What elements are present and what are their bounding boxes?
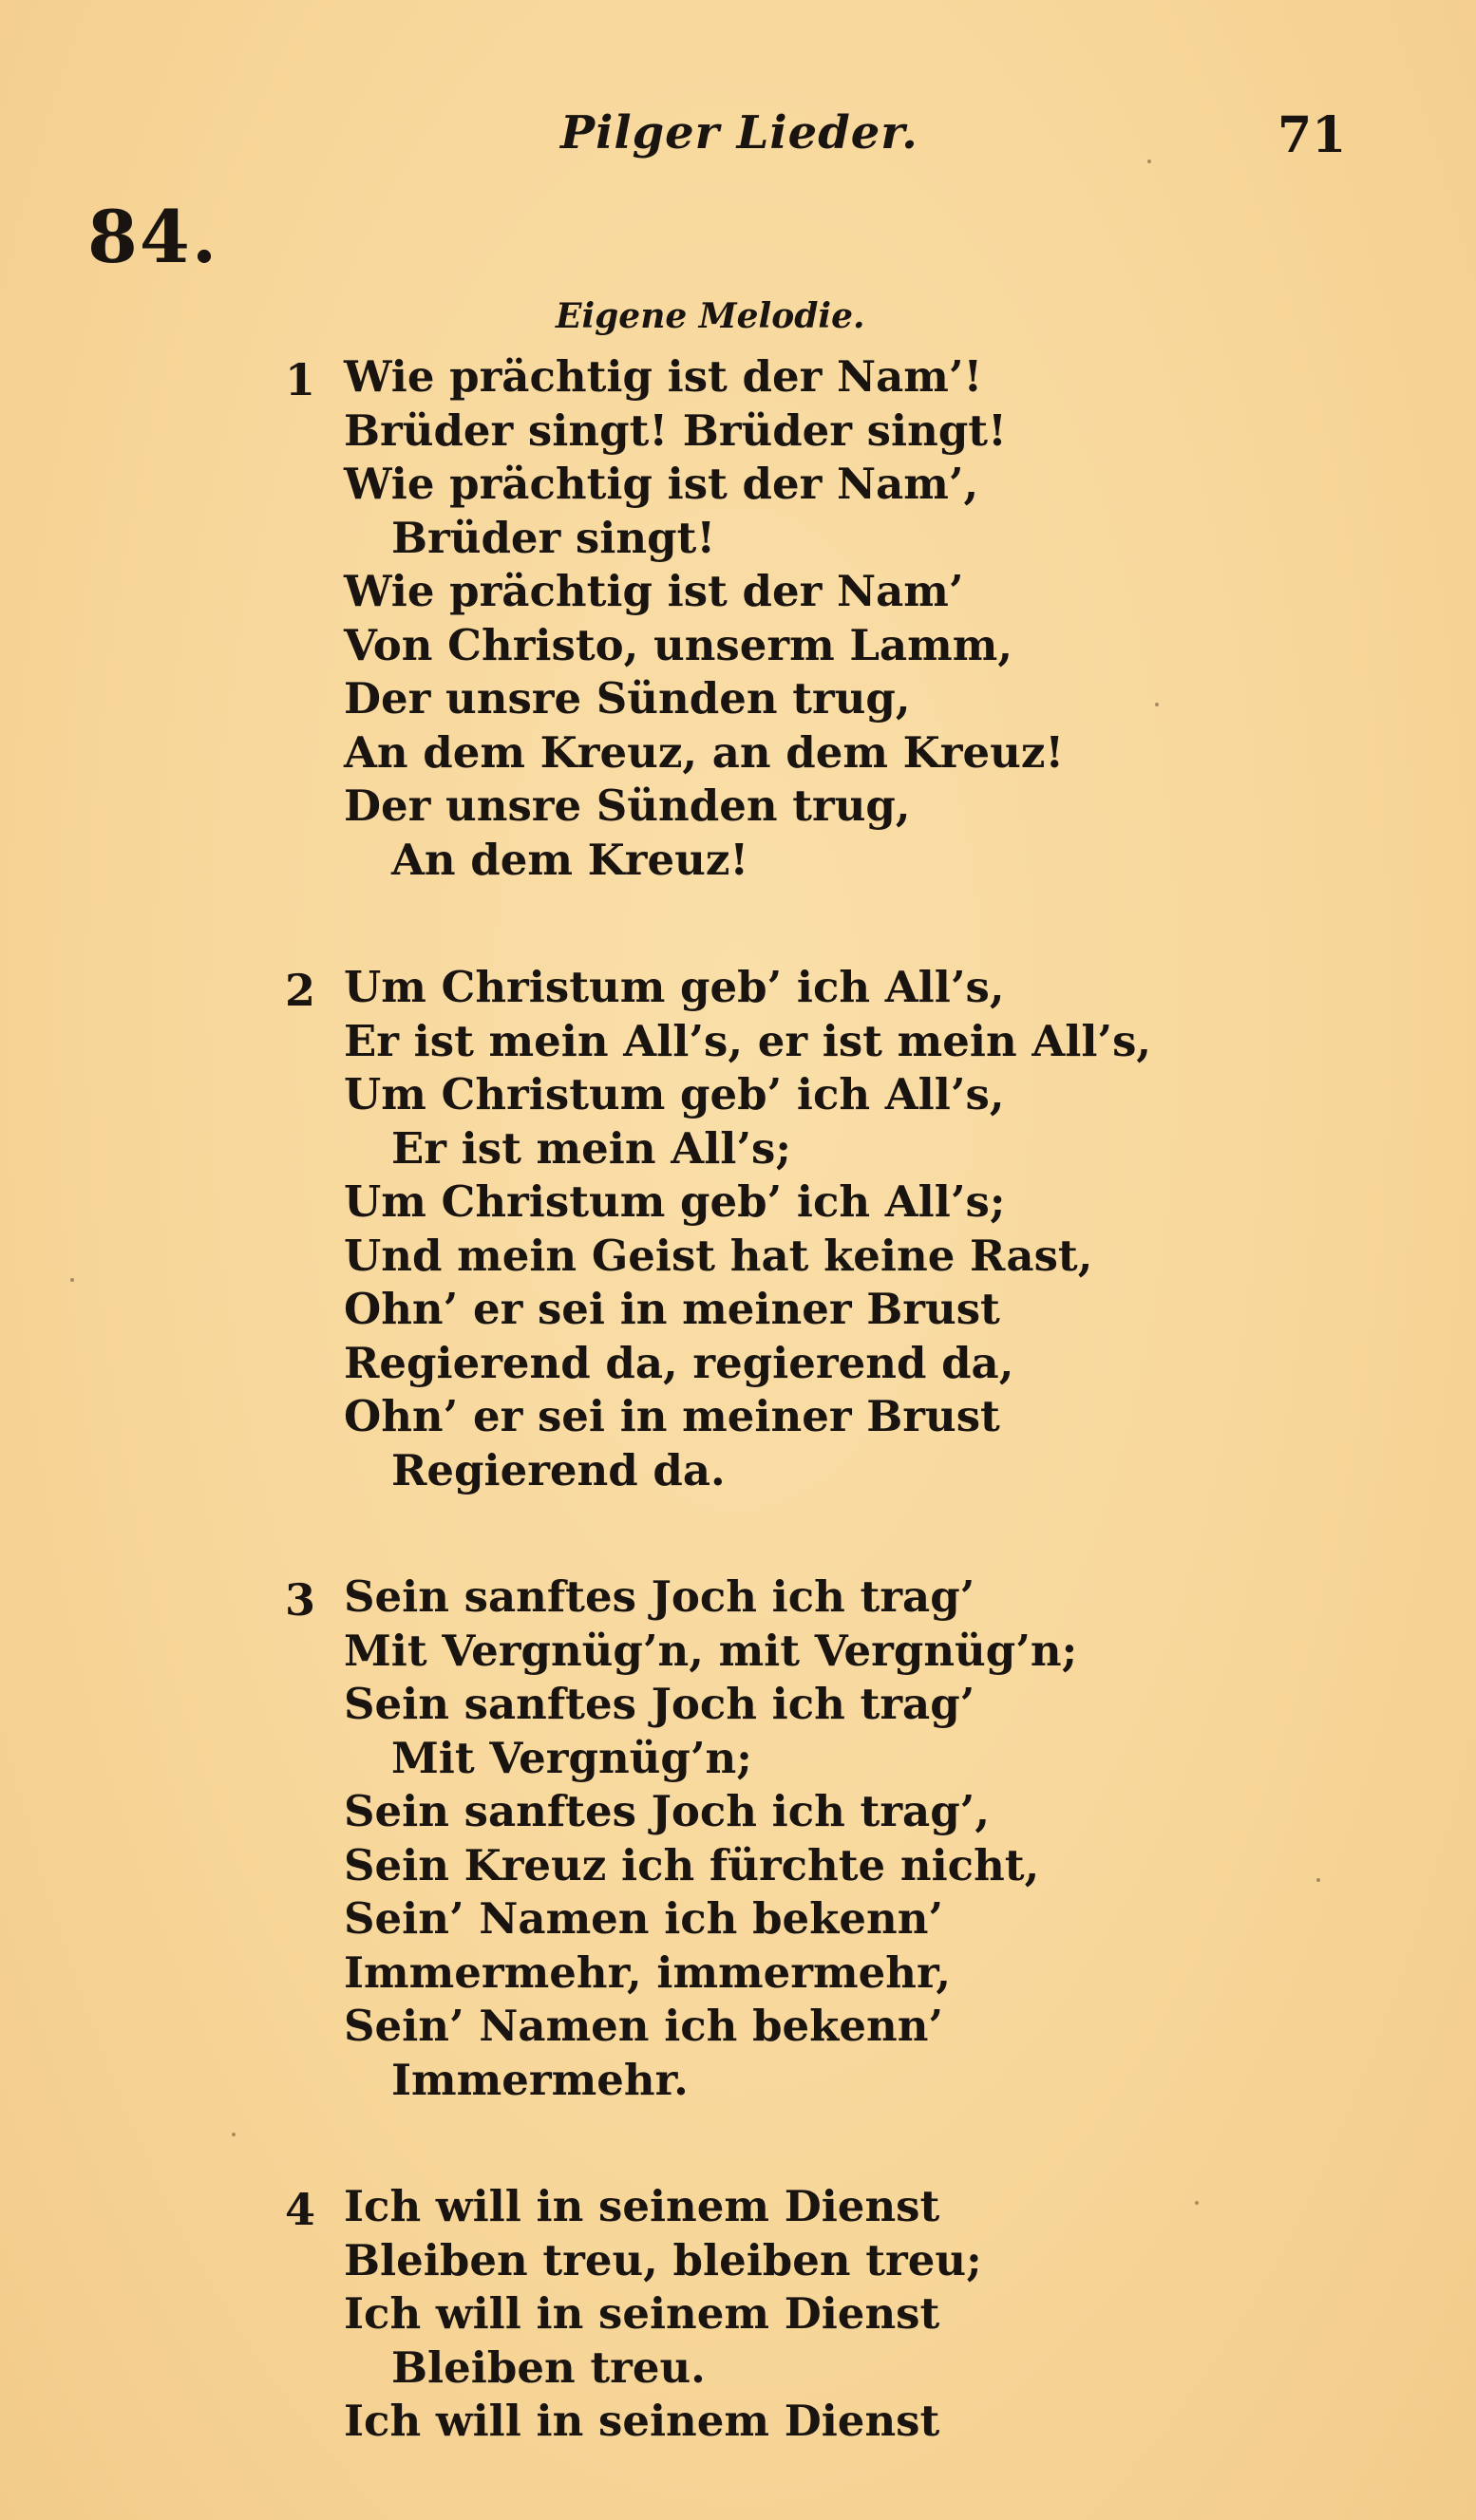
verse-line: Um Christum geb’ ich All’s; — [344, 1176, 1006, 1227]
verse-line: Sein Kreuz ich fürchte nicht, — [344, 1839, 1040, 1890]
verse-line: Bleiben treu. — [391, 2341, 706, 2393]
verse-line: Sein’ Namen ich bekenn’ — [344, 1893, 944, 1944]
verse-line: Der unsre Sünden trug, — [344, 673, 911, 724]
verse-line: Um Christum geb’ ich All’s, — [344, 962, 1005, 1012]
verse-line: Mit Vergnüg’n, mit Vergnüg’n; — [344, 1625, 1078, 1676]
melody-note: Eigene Melodie. — [556, 296, 865, 336]
verse-line: Sein sanftes Joch ich trag’ — [344, 1571, 975, 1622]
verse-line: Brüder singt! — [391, 512, 716, 563]
verse-line: Von Christo, unserm Lamm, — [344, 619, 1013, 670]
verse-line: Um Christum geb’ ich All’s, — [344, 1069, 1005, 1119]
verse-line: Sein’ Namen ich bekenn’ — [344, 2001, 944, 2051]
paper-speck — [1147, 160, 1151, 163]
stanza-number: 1 — [285, 354, 316, 405]
paper-speck — [232, 2133, 236, 2136]
verse-line: Sein sanftes Joch ich trag’ — [344, 1679, 975, 1729]
page-number: 71 — [1277, 106, 1347, 164]
paper-speck — [1316, 1878, 1320, 1882]
verse-line: Immermehr, immermehr, — [344, 1946, 952, 1998]
stanza-number: 4 — [285, 2184, 316, 2235]
verse-line: Bleiben treu, bleiben treu; — [344, 2234, 982, 2285]
verse-line: An dem Kreuz! — [391, 834, 749, 885]
verse-line: Ich will in seinem Dienst — [344, 2396, 940, 2446]
verse-line: Wie prächtig ist der Nam’, — [344, 459, 979, 509]
verse-line: Und mein Geist hat keine Rast, — [344, 1230, 1093, 1281]
verse-line: Regierend da, regierend da, — [344, 1337, 1014, 1388]
verse-line: Wie prächtig ist der Nam’ — [344, 566, 964, 616]
verse-line: Ohn’ er sei in meiner Brust — [344, 1391, 1000, 1441]
verse-line: Ohn’ er sei in meiner Brust — [344, 1284, 1000, 1334]
verse-line: Wie prächtig ist der Nam’! — [344, 351, 983, 402]
stanza-number: 2 — [285, 965, 316, 1016]
verse-line: An dem Kreuz, an dem Kreuz! — [344, 726, 1065, 778]
stanza-number: 3 — [285, 1574, 316, 1626]
paper-speck — [1195, 2201, 1199, 2205]
verse-line: Er ist mein All’s, er ist mein All’s, — [344, 1015, 1152, 1066]
verse-line: Mit Vergnüg’n; — [391, 1732, 752, 1783]
verse-line: Regierend da. — [391, 1444, 726, 1495]
verse-line: Er ist mein All’s; — [391, 1122, 791, 1174]
verse-line: Ich will in seinem Dienst — [344, 2181, 940, 2231]
verse-line: Immermehr. — [391, 2054, 689, 2105]
paper-speck — [70, 1278, 74, 1282]
hymn-number: 84. — [87, 195, 219, 279]
verse-line: Ich will in seinem Dienst — [344, 2288, 940, 2339]
verse-line: Der unsre Sünden trug, — [344, 780, 911, 831]
verse-line: Brüder singt! Brüder singt! — [344, 404, 1007, 456]
running-header: Pilger Lieder. — [560, 106, 918, 160]
verse-line: Sein sanftes Joch ich trag’, — [344, 1786, 991, 1836]
paper-speck — [1155, 703, 1159, 706]
